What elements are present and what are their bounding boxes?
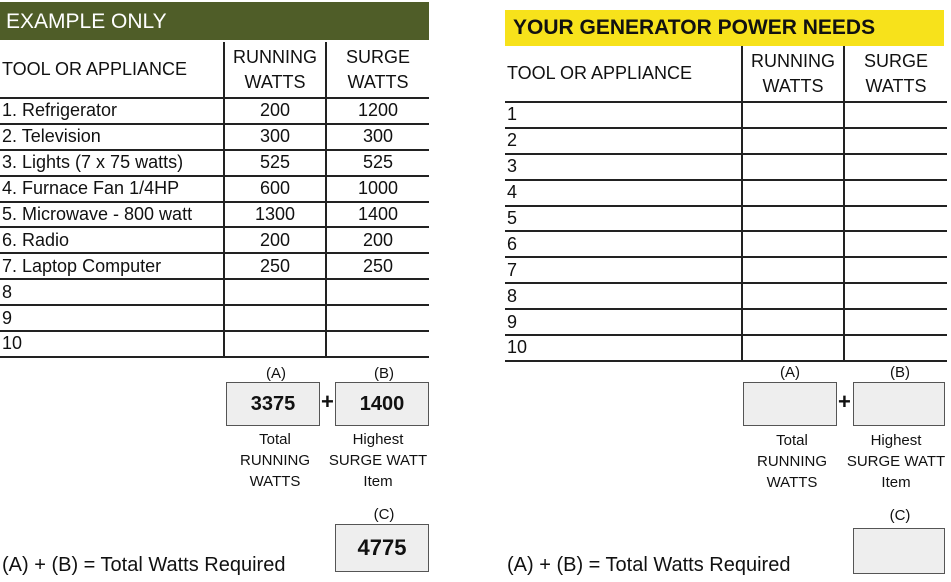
caption-line: Item [363, 473, 393, 490]
tool-cell: 2 [505, 128, 742, 154]
total-running-box: 3375 [226, 382, 320, 426]
table-row [0, 98, 429, 124]
formula-text: (A) + (B) = Total Watts Required [507, 554, 791, 576]
caption-line: Item [881, 474, 911, 491]
surge-watts-cell: 1000 [326, 176, 429, 202]
caption-highest-surge [326, 429, 430, 492]
running-watts-cell [224, 305, 326, 331]
surge-watts-header: SURGE WATTS [844, 46, 947, 102]
table-row [505, 102, 947, 128]
your-needs-table [505, 46, 947, 362]
table-row [505, 335, 947, 361]
label-c: (C) [373, 506, 395, 523]
running-watts-header: RUNNING WATTS [742, 46, 844, 102]
caption-line: SURGE WATT [846, 453, 946, 470]
tool-cell: 5 [505, 206, 742, 232]
surge-watts-cell [326, 279, 429, 305]
tool-cell: 10 [0, 331, 224, 357]
surge-watts-cell: 300 [326, 124, 429, 150]
table-row [505, 231, 947, 257]
tool-cell: 8 [505, 283, 742, 309]
caption-line: Highest [352, 431, 404, 448]
tool-cell: 2. Television [0, 124, 224, 150]
table-row [0, 331, 429, 357]
caption-highest-surge [844, 430, 948, 493]
table-row [0, 124, 429, 150]
table-row [0, 227, 429, 253]
table-row [505, 206, 947, 232]
tool-cell: 7. Laptop Computer [0, 253, 224, 279]
tool-cell: 9 [0, 305, 224, 331]
running-watts-cell[interactable] [742, 206, 844, 232]
your-needs-body [505, 102, 947, 361]
tool-header: TOOL OR APPLIANCE [0, 42, 224, 98]
surge-watts-header: SURGE WATTS [326, 42, 429, 98]
table-row [505, 309, 947, 335]
surge-watts-cell [326, 305, 429, 331]
tool-cell: 8 [0, 279, 224, 305]
table-row [505, 154, 947, 180]
caption-line: WATTS [766, 474, 818, 491]
running-watts-cell[interactable] [742, 102, 844, 128]
table-row [505, 128, 947, 154]
running-watts-cell[interactable] [742, 283, 844, 309]
table-row [505, 283, 947, 309]
label-b: (B) [374, 365, 394, 382]
running-watts-cell[interactable] [742, 231, 844, 257]
table-row [0, 202, 429, 228]
total-running-input[interactable] [743, 382, 837, 426]
surge-watts-cell: 1400 [326, 202, 429, 228]
surge-watts-cell[interactable] [844, 128, 947, 154]
running-watts-cell: 525 [224, 150, 326, 176]
example-header-row [0, 42, 429, 98]
tool-cell: 4 [505, 180, 742, 206]
surge-watts-cell[interactable] [844, 231, 947, 257]
tool-cell: 6. Radio [0, 227, 224, 253]
caption-line: RUNNING [240, 452, 310, 469]
caption-total-running [743, 430, 841, 493]
table-row [505, 180, 947, 206]
table-row [0, 176, 429, 202]
caption-total-running [226, 429, 324, 492]
surge-watts-cell[interactable] [844, 257, 947, 283]
tool-cell: 5. Microwave - 800 watt [0, 202, 224, 228]
your-header-row [505, 46, 947, 102]
caption-line: RUNNING [757, 453, 827, 470]
surge-watts-cell [326, 331, 429, 357]
running-watts-cell[interactable] [742, 180, 844, 206]
tool-cell: 9 [505, 309, 742, 335]
surge-watts-cell: 250 [326, 253, 429, 279]
caption-line: Total [776, 432, 808, 449]
surge-watts-cell[interactable] [844, 180, 947, 206]
caption-line: Highest [870, 432, 922, 449]
running-watts-cell[interactable] [742, 309, 844, 335]
label-c: (C) [889, 507, 911, 524]
label-b: (B) [890, 364, 910, 381]
running-watts-cell: 200 [224, 227, 326, 253]
running-watts-cell[interactable] [742, 257, 844, 283]
running-watts-cell[interactable] [742, 335, 844, 361]
table-row [0, 279, 429, 305]
tool-cell: 3. Lights (7 x 75 watts) [0, 150, 224, 176]
surge-watts-cell: 525 [326, 150, 429, 176]
running-watts-cell: 600 [224, 176, 326, 202]
highest-surge-input[interactable] [853, 382, 945, 426]
label-a: (A) [266, 365, 286, 382]
running-watts-cell: 300 [224, 124, 326, 150]
running-watts-cell: 1300 [224, 202, 326, 228]
running-watts-cell: 250 [224, 253, 326, 279]
tool-cell: 7 [505, 257, 742, 283]
example-table [0, 42, 429, 358]
caption-line: SURGE WATT [328, 452, 428, 469]
surge-watts-cell[interactable] [844, 335, 947, 361]
running-watts-cell[interactable] [742, 128, 844, 154]
caption-line: WATTS [249, 473, 301, 490]
caption-line: Total [259, 431, 291, 448]
example-body [0, 98, 429, 357]
surge-watts-cell: 200 [326, 227, 429, 253]
formula-text: (A) + (B) = Total Watts Required [2, 554, 286, 576]
highest-surge-box: 1400 [335, 382, 429, 426]
your-needs-title: YOUR GENERATOR POWER NEEDS [505, 10, 944, 46]
total-required-input[interactable] [853, 528, 945, 574]
table-row [0, 150, 429, 176]
plus-sign: + [838, 389, 851, 414]
label-a: (A) [780, 364, 800, 381]
table-row [505, 257, 947, 283]
table-row [0, 305, 429, 331]
surge-watts-cell[interactable] [844, 154, 947, 180]
tool-cell: 1. Refrigerator [0, 98, 224, 124]
table-row [0, 253, 429, 279]
tool-cell: 10 [505, 335, 742, 361]
running-watts-header: RUNNING WATTS [224, 42, 326, 98]
surge-watts-cell[interactable] [844, 283, 947, 309]
running-watts-cell [224, 331, 326, 357]
running-watts-cell [224, 279, 326, 305]
tool-cell: 1 [505, 102, 742, 128]
surge-watts-cell: 1200 [326, 98, 429, 124]
tool-cell: 3 [505, 154, 742, 180]
surge-watts-cell[interactable] [844, 309, 947, 335]
surge-watts-cell[interactable] [844, 206, 947, 232]
tool-cell: 6 [505, 231, 742, 257]
tool-header: TOOL OR APPLIANCE [505, 46, 742, 102]
surge-watts-cell[interactable] [844, 102, 947, 128]
tool-cell: 4. Furnace Fan 1/4HP [0, 176, 224, 202]
running-watts-cell: 200 [224, 98, 326, 124]
example-title: EXAMPLE ONLY [0, 2, 429, 40]
plus-sign: + [321, 389, 334, 414]
running-watts-cell[interactable] [742, 154, 844, 180]
total-required-box: 4775 [335, 524, 429, 572]
